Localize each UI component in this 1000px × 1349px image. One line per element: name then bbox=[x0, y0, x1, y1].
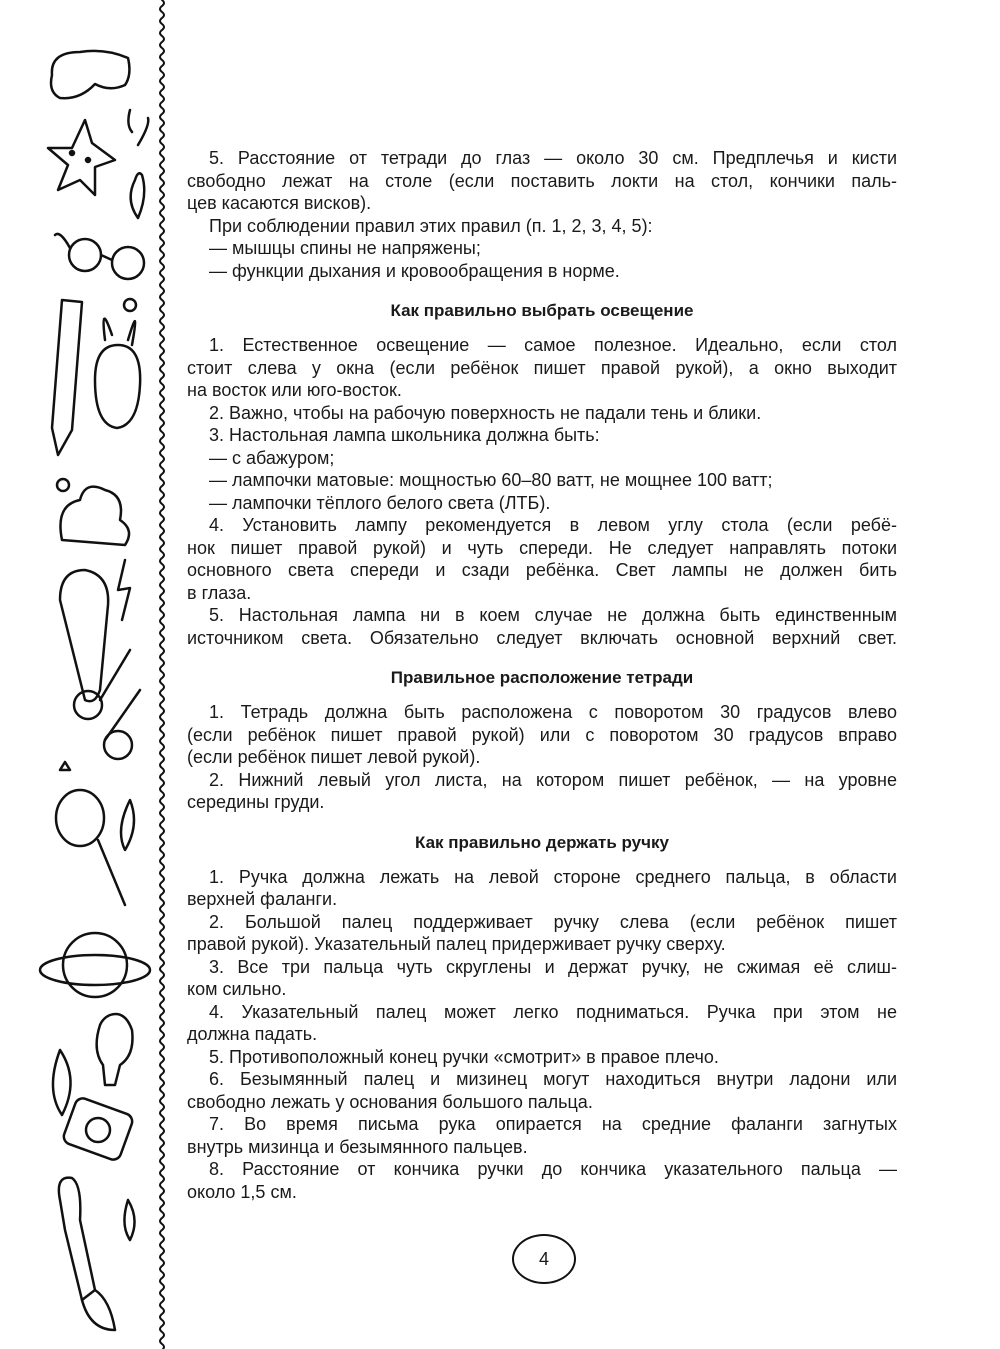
camera-icon bbox=[62, 1096, 135, 1162]
text-line: свободно лежать у основания большого пальца. bbox=[187, 1091, 593, 1112]
text-line: 1. Ручка должна лежать на левой стороне среднего пальца, в области bbox=[209, 866, 897, 887]
cat-planet-icon bbox=[40, 933, 150, 997]
paintbrush-icon bbox=[59, 1178, 135, 1330]
text-line: — лампочки тёплого белого света (ЛТБ). bbox=[209, 492, 551, 513]
page-number: 4 bbox=[512, 1234, 576, 1284]
text-line: ком сильно. bbox=[187, 979, 287, 999]
text-line: 2. Большой палец поддерживает ручку слева (если ребёнок пишет bbox=[209, 911, 897, 932]
text-line: верхней фаланги. bbox=[187, 889, 338, 909]
scissors-icon bbox=[74, 650, 140, 759]
text-line: 5. Противоположный конец ручки «смотрит» в правое плечо. bbox=[209, 1046, 719, 1067]
text-line: источником света. Обязательно следует включать основной верхний свет. bbox=[187, 627, 897, 648]
text-line: — функции дыхания и кровообращения в норме. bbox=[209, 260, 620, 281]
section-heading: Правильное расположение тетради bbox=[390, 668, 694, 687]
text-line: свободно лежат на столе (если поставить локти на стол, кончики паль- bbox=[187, 170, 897, 191]
text-line: 7. Во время письма рука опирается на средние фаланги загнутых bbox=[209, 1114, 897, 1134]
text-line: основного света спереди и сзади ребёнка. Свет лампы не должен бить bbox=[187, 560, 897, 580]
text-line: 8. Расстояние от кончика ручки до кончика указательного пальца — bbox=[209, 1159, 897, 1179]
text-line: 3. Настольная лампа школьника должна быть: bbox=[209, 425, 600, 445]
wavy-divider-line bbox=[160, 0, 164, 1349]
bunny-icon bbox=[95, 319, 140, 428]
text-line: — с абажуром; bbox=[209, 447, 335, 468]
text-line: на восток или юго-восток. bbox=[187, 380, 402, 400]
text-line: должна падать. bbox=[187, 1024, 318, 1044]
text-line: 4. Указательный палец может легко подниматься. Ручка при этом не bbox=[209, 1001, 897, 1022]
racket-icon bbox=[56, 762, 134, 905]
text-line: При соблюдении правил этих правил (п. 1, 2, 3, 4, 5): bbox=[209, 215, 653, 236]
ice-cream-icon bbox=[60, 560, 130, 701]
star-icon bbox=[48, 120, 115, 195]
cloud-sun-icon bbox=[57, 479, 129, 545]
text-line: 3. Все три пальца чуть скруглены и держат ручку, не сжимая её слиш- bbox=[209, 956, 897, 977]
text-line: внутрь мизинца и безымянного пальцев. bbox=[187, 1136, 528, 1157]
text-line: 5. Расстояние от тетради до глаз — около 30 см. Предплечья и кисти bbox=[209, 148, 897, 168]
page-body bbox=[187, 147, 897, 1203]
text-line: — лампочки матовые: мощностью 60–80 ватт, не мощнее 100 ватт; bbox=[209, 470, 773, 490]
text-line: (если ребёнок пишет левой рукой). bbox=[187, 747, 481, 767]
doodle-border bbox=[0, 0, 175, 1349]
glasses-icon bbox=[55, 234, 144, 279]
text-line: 1. Тетрадь должна быть расположена с поворотом 30 градусов влево bbox=[209, 702, 897, 722]
text-line: 6. Безымянный палец и мизинец могут находиться внутри ладони или bbox=[209, 1069, 897, 1089]
text-line: правой рукой). Указательный палец придерживает ручку сверху. bbox=[187, 934, 726, 954]
text-line: 2. Важно, чтобы на рабочую поверхность не падали тень и блики. bbox=[209, 402, 762, 423]
text-line: 2. Нижний левый угол листа, на котором пишет ребёнок, — на уровне bbox=[209, 769, 897, 790]
text-line: 5. Настольная лампа ни в коем случае не должна быть единственным bbox=[209, 605, 897, 625]
text-line: в глаза. bbox=[187, 582, 252, 603]
text-line: цев касаются висков). bbox=[187, 193, 372, 213]
text-line: около 1,5 см. bbox=[187, 1181, 297, 1202]
text-line: (если ребёнок пишет правой рукой) или с поворотом 30 градусов вправо bbox=[187, 724, 897, 745]
text-line: стоит слева у окна (если ребёнок пишет правой рукой), а окно выходит bbox=[187, 357, 897, 378]
text-line: середины груди. bbox=[187, 792, 325, 812]
text-line: — мышцы спины не напряжены; bbox=[209, 238, 481, 258]
heart-icon bbox=[128, 110, 148, 218]
text-line: 1. Естественное освещение — самое полезное. Идеально, если стол bbox=[209, 335, 897, 355]
section-heading: Как правильно выбрать освещение bbox=[390, 301, 694, 320]
lightbulb-icon bbox=[53, 1014, 133, 1115]
text-line: нок пишет правой рукой) и чуть спереди. Не следует направлять потоки bbox=[187, 537, 897, 558]
sleep-mask-icon bbox=[51, 51, 129, 98]
section-heading: Как правильно держать ручку bbox=[415, 832, 669, 852]
text-line: 4. Установить лампу рекомендуется в левом углу стола (если ребё- bbox=[209, 515, 897, 535]
